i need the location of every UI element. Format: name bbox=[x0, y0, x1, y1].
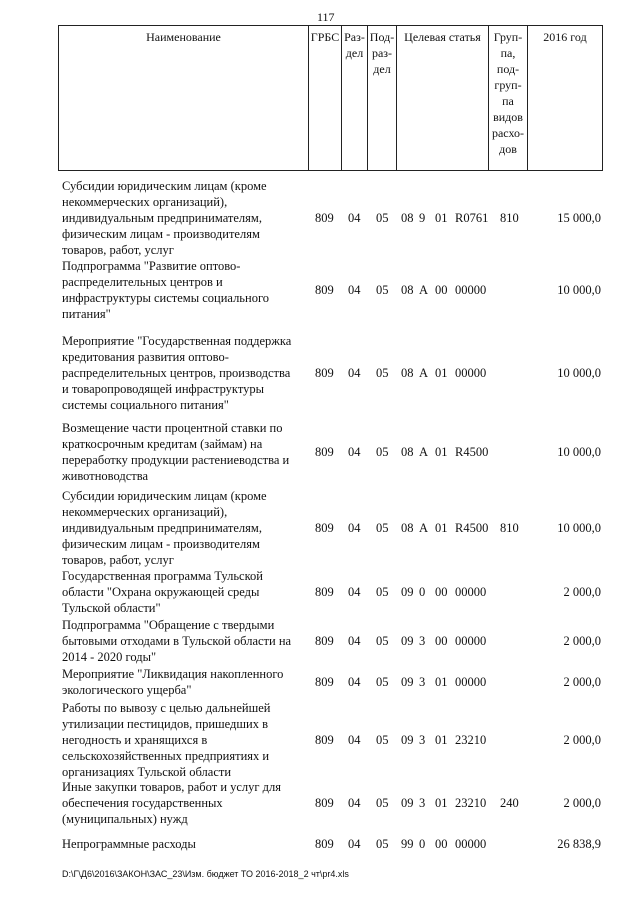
table-row bbox=[0, 700, 640, 780]
cell-grbs: 809 bbox=[315, 211, 334, 225]
cell-razdel: 04 bbox=[348, 366, 361, 380]
table-row bbox=[0, 617, 640, 665]
row-name-line: Мероприятие "Ликвидация накопленного bbox=[62, 667, 284, 681]
cell-razdel: 04 bbox=[348, 283, 361, 297]
cell-grbs: 809 bbox=[315, 634, 334, 648]
cell-podrazdel: 05 bbox=[376, 445, 389, 459]
cell-grbs: 809 bbox=[315, 585, 334, 599]
row-name-line: животноводства bbox=[62, 469, 148, 483]
row-name-line: Мероприятие "Государственная поддержка bbox=[62, 334, 292, 348]
cell-amount: 2 000,0 bbox=[563, 675, 601, 689]
row-name-line: питания" bbox=[62, 307, 111, 321]
header-line: дов bbox=[499, 142, 517, 156]
row-name-line: бытовыми отходами в Тульской области на bbox=[62, 634, 292, 648]
cell-grbs: 809 bbox=[315, 675, 334, 689]
header-year: 2016 год bbox=[527, 25, 603, 171]
cell-vr: 810 bbox=[500, 521, 519, 535]
cell-grbs: 809 bbox=[315, 521, 334, 535]
row-name-line: физическим лицам - производителям bbox=[62, 537, 260, 551]
table-row bbox=[0, 568, 640, 616]
row-name-line: системы социального питания" bbox=[62, 398, 229, 412]
row-name-line: сельскохозяйственных предприятиях и bbox=[62, 749, 270, 763]
row-name bbox=[62, 617, 302, 665]
cell-amount: 10 000,0 bbox=[557, 283, 601, 297]
row-name-line: Иные закупки товаров, работ и услуг для bbox=[62, 780, 282, 794]
cell-t4: R4500 bbox=[455, 521, 489, 535]
cell-podrazdel: 05 bbox=[376, 521, 389, 535]
cell-amount: 10 000,0 bbox=[557, 521, 601, 535]
row-name bbox=[62, 568, 302, 616]
cell-t2: 3 bbox=[419, 675, 426, 689]
cell-t2: 0 bbox=[419, 585, 426, 599]
cell-amount: 2 000,0 bbox=[563, 796, 601, 810]
row-name-line: негодность и хранящихся в bbox=[62, 733, 208, 747]
row-name-line: экологического ущерба" bbox=[62, 683, 192, 697]
row-name bbox=[62, 488, 302, 568]
cell-t4: 00000 bbox=[455, 675, 487, 689]
cell-amount: 15 000,0 bbox=[557, 211, 601, 225]
row-name-line: некоммерческих организаций), bbox=[62, 195, 228, 209]
table-row bbox=[0, 333, 640, 413]
header-group bbox=[488, 25, 528, 171]
cell-t1: 08 bbox=[401, 445, 414, 459]
cell-grbs: 809 bbox=[315, 733, 334, 747]
cell-grbs: 809 bbox=[315, 445, 334, 459]
row-name-line: распределительных центров и bbox=[62, 275, 223, 289]
cell-razdel: 04 bbox=[348, 445, 361, 459]
cell-razdel: 04 bbox=[348, 837, 361, 851]
header-line: Под- bbox=[369, 30, 395, 44]
cell-t2: А bbox=[419, 445, 429, 459]
header-line: под- bbox=[496, 62, 520, 76]
cell-t3: 01 bbox=[435, 521, 448, 535]
cell-podrazdel: 05 bbox=[376, 211, 389, 225]
cell-razdel: 04 bbox=[348, 675, 361, 689]
row-name-line: инфраструктуры системы социального bbox=[62, 291, 270, 305]
row-name-line: Непрограммные расходы bbox=[62, 837, 196, 851]
cell-grbs: 809 bbox=[315, 366, 334, 380]
cell-t2: 0 bbox=[419, 837, 426, 851]
cell-razdel: 04 bbox=[348, 733, 361, 747]
row-name-line: товаров, работ, услуг bbox=[62, 553, 174, 567]
cell-t1: 99 bbox=[401, 837, 414, 851]
row-name-line: организациях Тульской области bbox=[62, 765, 232, 779]
cell-amount: 10 000,0 bbox=[557, 366, 601, 380]
row-name-line: и товаропроводящей инфраструктуры bbox=[62, 382, 265, 396]
cell-t2: 9 bbox=[419, 211, 426, 225]
cell-t3: 00 bbox=[435, 585, 448, 599]
cell-razdel: 04 bbox=[348, 211, 361, 225]
row-name-line: некоммерческих организаций), bbox=[62, 505, 228, 519]
row-name bbox=[62, 178, 302, 258]
cell-podrazdel: 05 bbox=[376, 283, 389, 297]
header-line: дел bbox=[373, 62, 391, 76]
cell-t1: 08 bbox=[401, 521, 414, 535]
cell-t4: 00000 bbox=[455, 837, 487, 851]
cell-t3: 01 bbox=[435, 675, 448, 689]
cell-t4: 23210 bbox=[455, 796, 487, 810]
cell-podrazdel: 05 bbox=[376, 796, 389, 810]
header-line: Раз- bbox=[344, 30, 365, 44]
row-name-line: товаров, работ, услуг bbox=[62, 243, 174, 257]
table-row bbox=[0, 178, 640, 258]
row-name-line: распределительных центров, производства bbox=[62, 366, 291, 380]
table-row bbox=[0, 836, 640, 852]
cell-amount: 26 838,9 bbox=[557, 837, 601, 851]
cell-vr: 240 bbox=[500, 796, 519, 810]
cell-t1: 09 bbox=[401, 733, 414, 747]
row-name-line: Государственная программа Тульской bbox=[62, 569, 263, 583]
cell-t4: 00000 bbox=[455, 283, 487, 297]
cell-grbs: 809 bbox=[315, 283, 334, 297]
row-name-line: Возмещение части процентной ставки по bbox=[62, 421, 283, 435]
cell-podrazdel: 05 bbox=[376, 634, 389, 648]
cell-t1: 08 bbox=[401, 366, 414, 380]
row-name-line: Подпрограмма "Развитие оптово- bbox=[62, 259, 241, 273]
header-podrazdel bbox=[367, 25, 397, 171]
row-name-line: физическим лицам - производителям bbox=[62, 227, 260, 241]
row-name-line: Субсидии юридическим лицам (кроме bbox=[62, 489, 267, 503]
cell-amount: 10 000,0 bbox=[557, 445, 601, 459]
cell-podrazdel: 05 bbox=[376, 837, 389, 851]
header-line: видов bbox=[493, 110, 523, 124]
row-name bbox=[62, 836, 302, 852]
table-row bbox=[0, 258, 640, 322]
cell-t3: 01 bbox=[435, 733, 448, 747]
cell-podrazdel: 05 bbox=[376, 585, 389, 599]
cell-t3: 01 bbox=[435, 796, 448, 810]
cell-t3: 01 bbox=[435, 366, 448, 380]
header-name: Наименование bbox=[58, 25, 309, 171]
header-line: па, bbox=[500, 46, 516, 60]
row-name-line: Субсидии юридическим лицам (кроме bbox=[62, 179, 267, 193]
row-name bbox=[62, 666, 302, 698]
cell-t2: А bbox=[419, 283, 429, 297]
row-name-line: Работы по вывозу с целью дальнейшей bbox=[62, 701, 271, 715]
page-number: 117 bbox=[317, 10, 335, 24]
row-name-line: Тульской области" bbox=[62, 601, 161, 615]
row-name-line: (муниципальных) нужд bbox=[62, 812, 188, 826]
row-name bbox=[62, 700, 302, 780]
cell-grbs: 809 bbox=[315, 796, 334, 810]
row-name-line: Подпрограмма "Обращение с твердыми bbox=[62, 618, 275, 632]
row-name-line: 2014 - 2020 годы" bbox=[62, 650, 157, 664]
cell-vr: 810 bbox=[500, 211, 519, 225]
row-name bbox=[62, 420, 302, 484]
table-row bbox=[0, 666, 640, 698]
header-line: дел bbox=[345, 46, 364, 60]
cell-t2: 3 bbox=[419, 733, 426, 747]
row-name-line: кредитования развития оптово- bbox=[62, 350, 229, 364]
header-line: па bbox=[502, 94, 514, 108]
cell-razdel: 04 bbox=[348, 585, 361, 599]
cell-t4: R0761 bbox=[455, 211, 489, 225]
cell-t3: 00 bbox=[435, 283, 448, 297]
cell-t1: 09 bbox=[401, 585, 414, 599]
header-razdel bbox=[341, 25, 368, 171]
cell-podrazdel: 05 bbox=[376, 675, 389, 689]
row-name-line: индивидуальным предпринимателям, bbox=[62, 211, 262, 225]
cell-t4: 00000 bbox=[455, 366, 487, 380]
cell-razdel: 04 bbox=[348, 521, 361, 535]
row-name-line: обеспечения государственных bbox=[62, 796, 223, 810]
cell-amount: 2 000,0 bbox=[563, 634, 601, 648]
cell-t1: 09 bbox=[401, 796, 414, 810]
cell-amount: 2 000,0 bbox=[563, 733, 601, 747]
cell-t1: 08 bbox=[401, 283, 414, 297]
cell-t1: 09 bbox=[401, 634, 414, 648]
table-row bbox=[0, 488, 640, 568]
cell-razdel: 04 bbox=[348, 796, 361, 810]
cell-podrazdel: 05 bbox=[376, 733, 389, 747]
cell-t3: 00 bbox=[435, 634, 448, 648]
header-line: Груп- bbox=[493, 30, 523, 44]
cell-podrazdel: 05 bbox=[376, 366, 389, 380]
row-name-line: краткосрочным кредитам (займам) на bbox=[62, 437, 263, 451]
row-name bbox=[62, 333, 302, 413]
cell-razdel: 04 bbox=[348, 634, 361, 648]
cell-t4: 23210 bbox=[455, 733, 487, 747]
header-line: раз- bbox=[371, 46, 393, 60]
cell-t4: 00000 bbox=[455, 634, 487, 648]
row-name-line: области "Охрана окружающей среды bbox=[62, 585, 260, 599]
cell-t2: А bbox=[419, 521, 429, 535]
cell-t1: 09 bbox=[401, 675, 414, 689]
cell-t3: 00 bbox=[435, 837, 448, 851]
header-line: расхо- bbox=[491, 126, 525, 140]
cell-grbs: 809 bbox=[315, 837, 334, 851]
row-name-line: индивидуальным предпринимателям, bbox=[62, 521, 262, 535]
cell-t2: 3 bbox=[419, 634, 426, 648]
header-line: груп- bbox=[494, 78, 522, 92]
header-target: Целевая статья bbox=[396, 25, 489, 171]
table-row bbox=[0, 779, 640, 827]
table-row bbox=[0, 420, 640, 484]
row-name bbox=[62, 258, 302, 322]
cell-t4: R4500 bbox=[455, 445, 489, 459]
file-path-footer: D:\Г\Д6\2016\ЗАКОН\ЗАС_23\Изм. бюджет ТО 2016-2018_2 чт\pr4.xls bbox=[62, 869, 349, 879]
cell-t2: А bbox=[419, 366, 429, 380]
row-name bbox=[62, 779, 302, 827]
cell-t3: 01 bbox=[435, 445, 448, 459]
row-name-line: утилизации пестицидов, пришедших в bbox=[62, 717, 268, 731]
cell-t3: 01 bbox=[435, 211, 448, 225]
row-name-line: переработку продукции растениеводства и bbox=[62, 453, 290, 467]
cell-amount: 2 000,0 bbox=[563, 585, 601, 599]
cell-t4: 00000 bbox=[455, 585, 487, 599]
cell-t2: 3 bbox=[419, 796, 426, 810]
header-grbs: ГРБС bbox=[308, 25, 342, 171]
cell-t1: 08 bbox=[401, 211, 414, 225]
